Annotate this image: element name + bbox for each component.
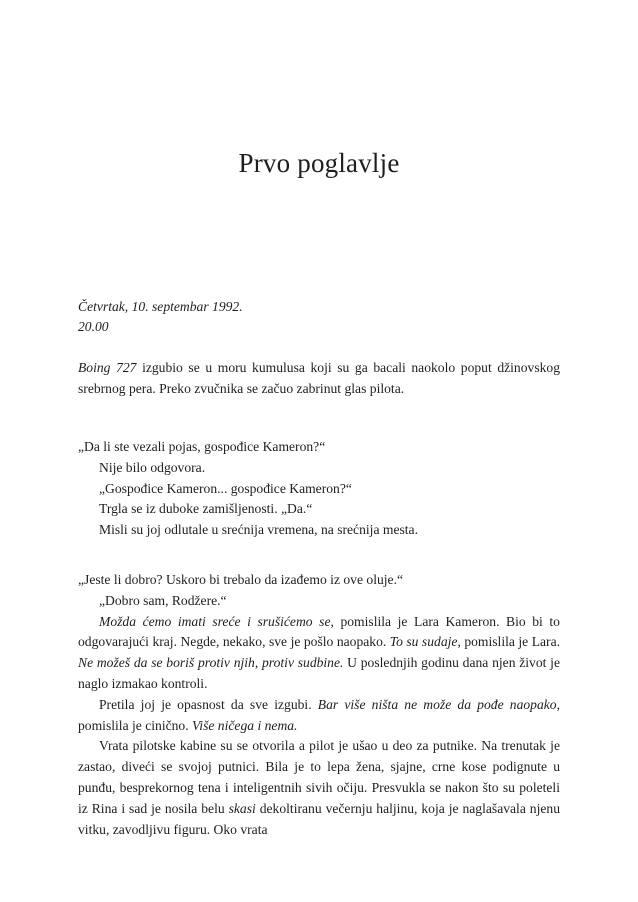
chapter-title: Prvo poglavlje (238, 148, 400, 178)
dialog-block-1 (78, 437, 560, 541)
paragraph-text: Pretila joj je opasnost da sve izgubi. (99, 696, 318, 712)
emphasis-text: Možda ćemo imati sreće i srušićemo se (99, 613, 331, 629)
paragraph-text: pomislila je cinično. (78, 717, 193, 733)
dialog-line: „Da li ste vezali pojas, gospođice Kameron?“ (78, 439, 326, 454)
dateline-time: 20.00 (78, 319, 109, 334)
dialog-block-2 (78, 570, 560, 840)
dialog-line: Misli su joj odlutale u srećnija vremena, na srećnija mesta. (99, 522, 418, 538)
emphasis-text: Boing 727 (78, 360, 137, 375)
paragraph-text: , pomislila je Lara. (457, 634, 560, 650)
emphasis-text: skasi (228, 800, 256, 816)
dialog-line: „Gospođice Kameron... gospođice Kameron?“ (99, 480, 352, 496)
paragraph (78, 358, 560, 400)
emphasis-text: To su sudaje (389, 634, 458, 650)
paragraph (78, 695, 560, 737)
emphasis-text: Više ničega i nema. (192, 717, 298, 733)
dialog-line: „Dobro sam, Rodžere.“ (99, 592, 227, 608)
dialog-line: „Jeste li dobro? Uskoro bi trebalo da izađemo iz ove oluje.“ (78, 572, 404, 587)
paragraph-text: Vrata pilotske kabine su se otvorila a pilot je ušao u deo za putnike. Na trenutak je zastao, diveći se svojoj putnici. Bila je to lepa žena, sjajne, crne kose podignute u punđu, besprekornog tena i inteligentnih sivih očiju. Presvukla se nakon što su poleteli iz Rina i sad je nosila belu (78, 738, 560, 816)
dialog-line: Nije bilo odgovora. (99, 459, 206, 475)
dialog-line: Trgla se iz duboke zamišljenosti. „Da.“ (99, 501, 313, 517)
paragraph-text: izgubio se u moru kumulusa koji su ga bacali naokolo poput džinovskog srebrnog pera. Preko zvučnika se začuo zabrinut glas pilota. (78, 360, 561, 396)
paragraph (78, 736, 560, 840)
dateline (78, 297, 243, 337)
intro-block (78, 358, 560, 400)
paragraph (78, 612, 560, 695)
paragraph-text: U poslednjih godinu dana njen život je naglo izmakao kontroli. (78, 655, 560, 691)
paragraph-text: , pomislila je Lara Kameron. Bio bi to odgovarajući kraj. Negde, nekako, sve je pošlo naopako. (78, 613, 560, 650)
emphasis-text: Ne možeš da se boriš protiv njih, protiv sudbine. (78, 655, 344, 671)
dateline-date: Četvrtak, 10. septembar 1992. (78, 299, 243, 314)
emphasis-text: Bar više ništa ne može da pođe naopako, (317, 696, 560, 712)
paragraph-text: dekoltiranu večernju haljinu, koja je naglašavala njenu vitku, zavodljivu figuru. Oko vrata (78, 800, 561, 837)
